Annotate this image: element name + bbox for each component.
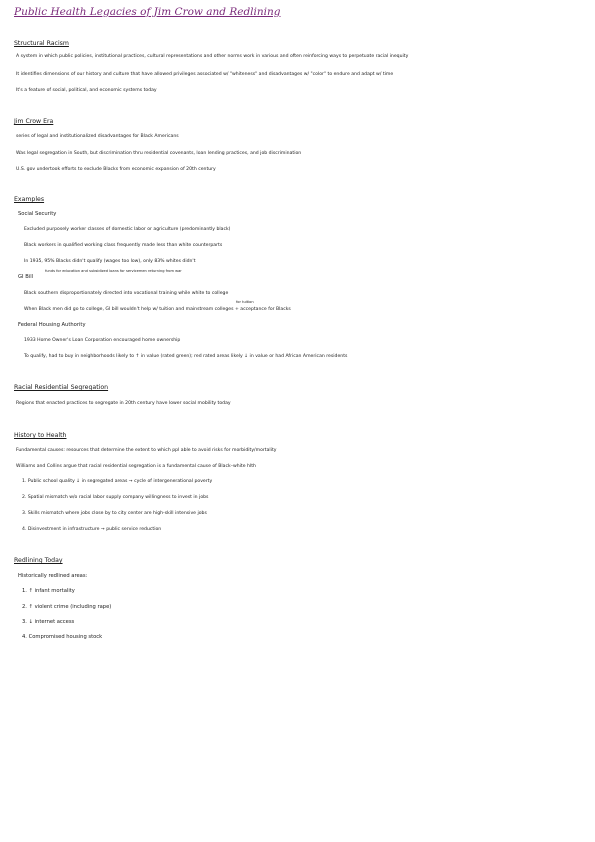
section-heading-structural-racism: Structural Racism [14, 40, 69, 47]
list-item: It's a feature of social, political, and economic systems today [16, 88, 157, 93]
section-heading-examples: Examples [14, 196, 45, 203]
list-item: U.S. gov undertook efforts to exclude Blacks from economic expansion of 20th century [16, 167, 216, 172]
subheading-fha: Federal Housing Authority [18, 322, 86, 328]
section-heading-history-health: History to Health [14, 432, 67, 439]
list-item: Fundamental causes: resources that determine the extent to which ppl able to avoid risks for morbidity/mortality [16, 448, 277, 453]
list-item: Black southern disproportionately directed into vocational training while white to college [24, 291, 229, 296]
section-heading-racial-segregation: Racial Residential Segregation [14, 384, 109, 391]
list-item: series of legal and institutionalized disadvantages for Black Americans [16, 134, 179, 139]
list-item: In 1935, 95% Blacks didn't qualify (wages too low), only 83% whites didn't [24, 259, 196, 264]
numbered-item: 4. Compromised housing stock [22, 634, 103, 640]
numbered-item: 3. ↓ internet access [22, 619, 75, 625]
section-heading-jim-crow: Jim Crow Era [14, 118, 54, 125]
subheading-gi-bill: GI Bill [18, 274, 34, 280]
page-title: Public Health Legacies of Jim Crow and Redlining [14, 6, 281, 18]
list-item: Excluded purposely worker classes of domestic labor or agriculture (predominantly black) [24, 227, 231, 232]
list-item: Regions that enacted practices to segregate in 20th century have lower social mobility today [16, 401, 231, 406]
insert-annotation: for tuition [236, 300, 254, 304]
list-item: Was legal segregation in South, but discrimination thru residential covenants, loan lending practices, and job discrimination [16, 151, 302, 156]
list-item: Williams and Collins argue that racial residential segregation is a fundamental cause of Black–white hlth [16, 464, 256, 469]
subheading-social-security: Social Security [18, 211, 57, 217]
list-item: It identifies dimensions of our history and culture that have allowed privileges associated w/ "whiteness" and disadvantages w/ "color" to endure and adapt w/ time [16, 72, 394, 77]
list-item: A system in which public policies, institutional practices, cultural representations and other norms work in various and often reinforcing ways to perpetuate racial inequity [16, 54, 409, 59]
section-heading-redlining: Redlining Today [14, 557, 63, 564]
list-item: 1933 Home Owner's Loan Corporation encouraged home ownership [24, 338, 181, 343]
redlining-intro: Historically redlined areas: [18, 573, 88, 579]
numbered-item: 2. ↑ violent crime (including rape) [22, 604, 112, 610]
list-item: When Black men did go to college, GI bill wouldn't help w/ tuition and mainstream colleges + acceptance for Blacks [24, 307, 291, 312]
numbered-item: 3. Skills mismatch where jobs close by to city center are high-skill intensive jobs [22, 511, 207, 516]
list-item: Black workers in qualified working class frequently made less than white counterparts [24, 243, 223, 248]
gi-bill-annotation: funds for education and subsidized loans for servicemen returning from war [45, 269, 182, 273]
numbered-item: 4. Disinvestment in infrastructure → public service reduction [22, 527, 162, 532]
numbered-item: 2. Spatial mismatch w/o racial labor supply company willingness to invest in jobs [22, 495, 209, 500]
numbered-item: 1. Public school quality ↓ in segregated areas → cycle of intergenerational poverty [22, 479, 213, 484]
numbered-item: 1. ↑ infant mortality [22, 588, 75, 594]
list-item: To qualify, had to buy in neighborhoods likely to ↑ in value (rated green); red rated areas likely ↓ in value or had African American residents [24, 354, 348, 359]
